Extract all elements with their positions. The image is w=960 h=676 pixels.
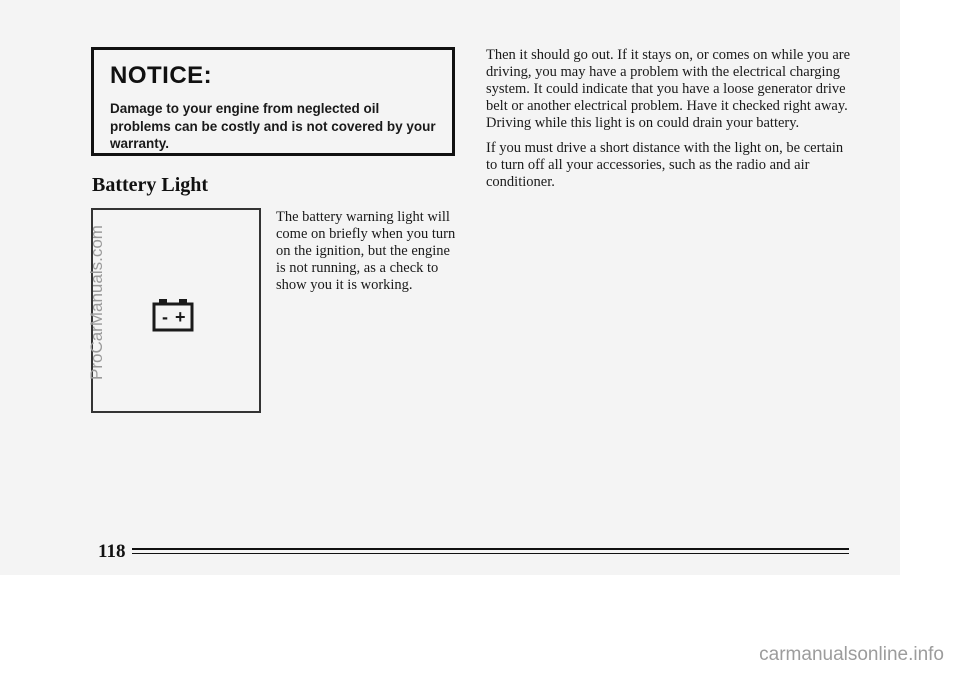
notice-box [91,47,455,156]
notice-title: NOTICE: [110,62,213,89]
battery-figure [91,208,261,413]
battery-minus-symbol: - [162,307,168,327]
watermark: ProCarManuals.com [87,225,106,380]
battery-light-intro: The battery warning light will come on briefly when you turn on the ignition, but the engine is not running, as a check to show you it is working. [276,209,456,293]
page-number: 118 [98,541,126,562]
notice-body: Damage to your engine from neglected oil problems can be costly and is not covered by your warranty. [110,101,436,151]
battery-plus-symbol: + [175,307,186,327]
footer-rule-thin [132,553,849,554]
paragraph: If you must drive a short distance with the light on, be certain to turn off all your accessories, such as the radio and air conditioner. [486,140,844,190]
section-heading: Battery Light [92,174,209,196]
footer-rule [132,548,849,550]
paragraph: Then it should go out. If it stays on, or comes on while you are driving, you may have a problem with the electrical charging system. It could indicate that you have a loose generator drive belt or another electrical problem. Have it checked right away. Driving while this light is on could drain your battery. [486,47,851,131]
right-column [486,47,856,199]
site-footer: carmanualsonline.info [759,644,944,665]
battery-icon [152,298,194,332]
